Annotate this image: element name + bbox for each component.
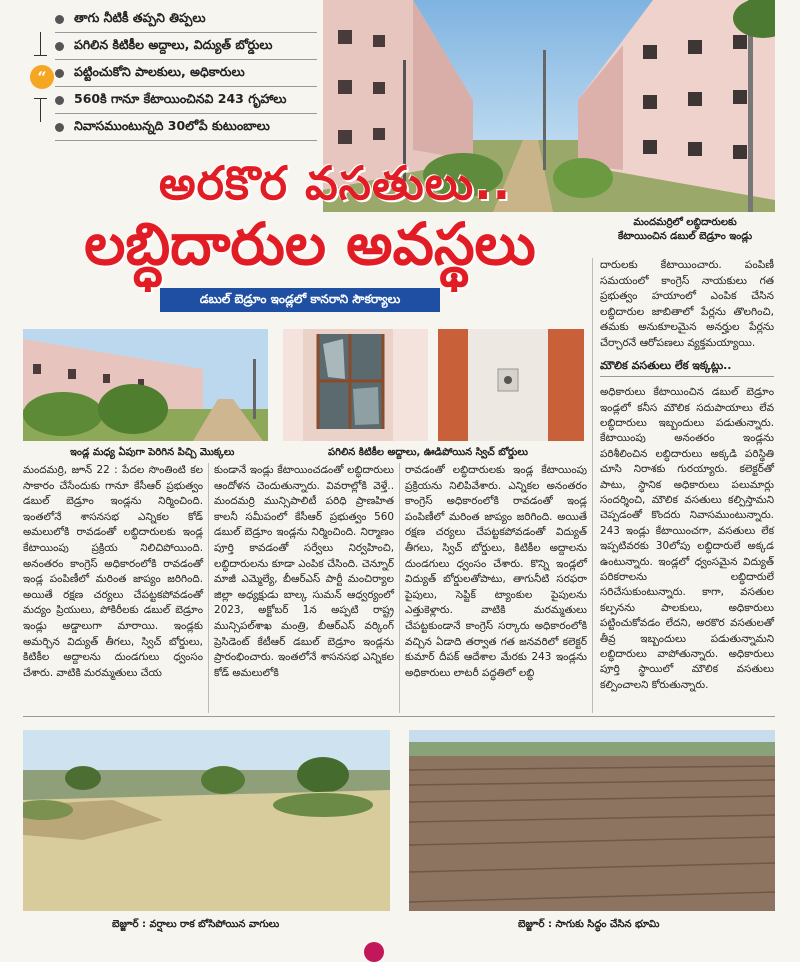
column-divider [592, 258, 593, 713]
timeline-line-top [40, 32, 41, 56]
broken-window-photo [283, 329, 428, 441]
right-para-2: అధికారులు కేటాయించిన డబుల్ బెడ్రూం ఇండ్లలో కనీస మౌలిక సదుపాయాలు లేవ లబ్ధిదారులు ఇబ్బందులు పడుతున్నారు. కేటాయింపు అనంతరం ఇండ్లను పరిశీలించిన లబ్ధిదారులు అక్కడి పరిస్థితి చూసి నిరాశకు గురయ్యారు. కలెక్టర్‌తో పాటు, స్థానిక అధికారులు పలుమార్లు సందర్శించి, మౌలిక వసతులు కల్పిస్తామని చెప్పడంతో కొందరు నివాసముంటున్నారు. 243 ఇండ్లు కేటాయించగా, వసతులు లేక ఇప్పటివరకు 30లోపు లబ్ధిదారులే అక్కడ ఉంటున్నారు. ఇండ్లలో ధ్వంసమైన విద్యుత్ పరికరాలను లబ్ధిదారులే సరిచేసుకుంటున్నారు. కాగా, వసతుల కల్పనను పాలకులు, అధికారులు పట్టించుకోవడం లేదని, అరకొర వసతులతో తీవ్ర ఇబ్బందులు పడుతున్నామని లబ్ధిదారులు వాపోతున్నారు. అధికారులు పూర్తి స్థాయిలో మౌలిక వసతులు కల్పించాలని కోరుతున్నారు. [600, 386, 774, 691]
photo23-caption: పగిలిన కిటికీల అద్దాలు, ఊడిపోయిన స్విచ్ బోర్డులు [328, 447, 528, 458]
bullet-dot [55, 96, 64, 105]
bullet-text: తాగు నీటికీ తప్పని తిప్పలు [74, 9, 206, 25]
timeline-line-bottom [40, 98, 41, 122]
bottom-right-caption: బెజ్జూర్ : సాగుకు సిద్ధం చేసిన భూమి [518, 919, 660, 930]
column-divider [208, 463, 209, 713]
quote-icon: “ [30, 65, 54, 89]
divider [55, 59, 317, 60]
bullet-text: నివాసముంటున్నది 30లోపే కుటుంబాలు [74, 117, 270, 133]
bullet-text: పగిలిన కిటికీల అద్దాలు, విద్యుత్ బోర్డులు [74, 36, 273, 52]
headline-line-1: అరకొర వసతులు.. [158, 156, 512, 210]
headline-line-2: లబ్ధిదారుల అవస్థలు [84, 210, 536, 278]
dry-stream-photo [23, 730, 390, 911]
divider [55, 86, 317, 87]
main-photo-caption: మందమర్రిలో లబ్ధిదారులకు కేటాయించిన డబుల్ బెడ్రూం ఇండ్లు [617, 217, 753, 242]
bottom-left-caption: బెజ్జూర్ : వర్షాలు రాక బోసిపోయిన వాగులు [112, 919, 280, 930]
timeline-cap-top [34, 55, 47, 56]
divider [55, 113, 317, 114]
bullet-item [55, 89, 286, 111]
divider [55, 140, 317, 141]
bullet-item [55, 35, 273, 57]
sub-headline-banner: డబుల్ బెడ్రూం ఇండ్లలో కానరాని సౌకర్యాలు [160, 288, 440, 312]
bullet-dot [55, 15, 64, 24]
column-divider [399, 463, 400, 713]
right-para-1: దారులకు కేటాయించారు. పంపిణీ సమయంలో కాంగ్రెస్ నాయకులు గత ప్రభుత్వం హయాంలో ఎంపిక చేసిన లబ్ధిదారుల జాబితాలో పేర్లను తొలగించి, తమకు అనుకూలమైన అనర్హుల పేర్లను చేర్చారనే ఆరోపణలు వ్యక్తమయ్యాయి. [600, 259, 774, 349]
bullet-dot [55, 42, 64, 51]
bullet-dot [55, 69, 64, 78]
bullet-item [55, 116, 270, 138]
divider [55, 32, 317, 33]
bullet-item [55, 62, 245, 84]
bullet-item [55, 8, 206, 30]
overgrown-plants-photo [23, 329, 268, 441]
photo1-caption: ఇండ్ల మధ్య ఏపుగా పెరిగిన పిచ్చి మొక్కలు [70, 447, 235, 458]
ploughed-field-photo [409, 730, 775, 911]
body-column-2: కుండానే ఇండ్లు కేటాయించడంతో లబ్ధిదారులు ఆందోళన చెందుతున్నారు. వివరాల్లోకి వెళ్తే.. మందమర్రి మున్సిపాలిటీ పరిధి ప్రాణహిత కాలనీ సమీపంలో కేసీఆర్ ప్రభుత్వం 560 డబుల్ బెడ్రూం ఇండ్లను నిర్మించింది. నిర్మాణం పూర్తి కావడంతో సర్వేలు నిర్వహించి, లబ్ధిదారులను కూడా ఎంపిక చేసింది. చెన్నూర్ మాజీ ఎమ్మెల్యే, బీఆర్ఎస్ పార్టీ మంచిర్యాల జిల్లా అధ్యక్షుడు బాల్క సుమన్ ఆధ్వర్యంలో 2023, అక్టోబర్ 1న అప్పటి రాష్ట్ర మున్సిపల్‌శాఖ మంత్రి, బీఆర్ఎస్ వర్కింగ్ ప్రెసిడెంట్ కేటీఆర్ డబుల్ బెడ్రూం ఇండ్లను ప్రారంభించారు. ఇంతలోనే శాసనసభ ఎన్నికల కోడ్ అమలులోకి [214, 464, 394, 679]
body-column-1: మందమర్రి, జూన్ 22 : పేదల సొంతింటి కల సాకారం చేసేందుకు గానూ కేసీఆర్ ప్రభుత్వం డబుల్ బెడ్రూం ఇండ్లను నిర్మించింది. ఇంతలోనే శాసనసభ ఎన్నికల కోడ్ అమలులోకి రావడంతో లబ్ధిదారులకు ఇండ్ల కేటాయింపు ప్రక్రియ నిలిచిపోయింది. అనంతరం కాంగ్రెస్ అధికారంలోకి రావడంతో ఇండ్ల పంపిణీలో మరింత జాప్యం జరిగింది. అయితే రక్షణ చర్యలు చేపట్టకపోవడంతో మద్యం ప్రియులు, పోకిరీలకు డబుల్ బెడ్రూం ఇండ్లు అడ్డాలుగా మారాయి. ఇండ్లకు అమర్చిన విద్యుత్ తీగలు, స్విచ్ బోర్డులు, కిటికీల అద్దాలను దుండగులు ధ్వంసం చేశారు. వాటికి మరమ్మతులు చేయ [23, 464, 203, 679]
bullet-text: పట్టించుకోని పాలకులు, అధికారులు [74, 63, 245, 79]
page-marker-dot [364, 942, 384, 962]
right-subhead: మౌలిక వసతులు లేక ఇక్కట్లు.. [600, 358, 774, 378]
broken-switchboard-photo [438, 329, 584, 441]
right-column [600, 258, 774, 693]
bullet-dot [55, 123, 64, 132]
body-column-3: రావడంతో లబ్ధిదారులకు ఇండ్ల కేటాయింపు ప్రక్రియను నిలిపివేశారు. ఎన్నికల అనంతరం కాంగ్రెస్ అధికారంలోకి రావడంతో ఇండ్ల పంపిణీలో మరింత జాప్యం జరిగింది. అయితే రక్షణ చర్యలు చేపట్టకపోవడంతో విద్యుత్ తీగలు, స్విచ్ బోర్డులు, కిటికీల అద్దాలను దుండగులు ధ్వంసం చేశారు. కొన్ని ఇండ్లలో విద్యుత్ బోర్డులతోపాటు, తాగునీటి సరఫరా పైపులు, సెప్టిక్ ట్యాంకుల పైపులను ఎత్తుకెళ్లారు. వాటికి మరమ్మతులు చేపట్టకుండానే కాంగ్రెస్ సర్కారు అధికారంలోకి వచ్చిన ఏడాది తర్వాత గత జనవరిలో కలెక్టర్ కుమార్ దీపక్ ఆదేశాల మేరకు 243 ఇండ్లను అధికారులు లాటరీ పద్ధతిలో లబ్ధి [405, 464, 587, 679]
section-divider [23, 716, 775, 717]
bullet-text: 560కి గానూ కేటాయించినవి 243 గృహాలు [74, 90, 287, 106]
